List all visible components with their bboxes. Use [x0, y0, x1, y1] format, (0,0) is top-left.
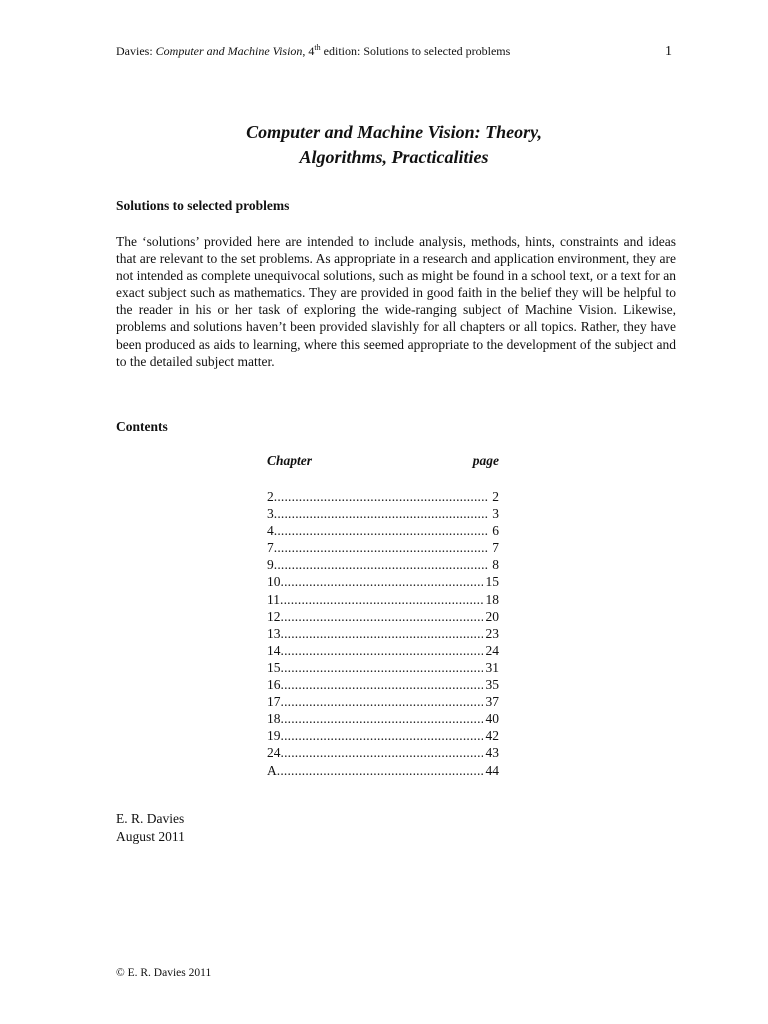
toc-chapter-label: Chapter [267, 453, 313, 468]
page-number: 1 [665, 44, 672, 59]
toc-entry [267, 505, 499, 522]
title-line-2: Algorithms, Practicalities [299, 147, 489, 167]
toc-page-label: page [472, 453, 499, 468]
toc-entry [267, 591, 499, 608]
toc-dot-leader [281, 710, 483, 727]
toc-page-number: 24 [485, 642, 499, 658]
toc-page-number: 43 [485, 745, 499, 761]
running-header [116, 44, 672, 62]
toc-entry [267, 556, 499, 573]
toc-dot-leader [274, 522, 490, 539]
toc-page-number: 37 [485, 694, 499, 710]
toc-dot-leader [281, 744, 483, 761]
toc-dot-leader [281, 625, 483, 642]
toc-dot-leader [281, 693, 483, 710]
toc-entry [267, 727, 499, 744]
toc-entry [267, 488, 499, 505]
toc-dot-leader [274, 488, 490, 505]
header-edition-sup: th [314, 43, 321, 52]
toc-page-number: 18 [485, 591, 499, 607]
toc-page-number: 35 [485, 677, 499, 693]
solutions-heading: Solutions to selected problems [116, 198, 290, 213]
toc-entry [267, 762, 499, 779]
toc-chapter-number: 17 [267, 694, 281, 710]
toc-dot-leader [280, 591, 483, 608]
toc-chapter-number: 4 [267, 523, 274, 539]
header-book-name: Computer and Machine Vision [155, 44, 303, 58]
toc-page-number: 40 [485, 711, 499, 727]
title-line-1: Computer and Machine Vision: Theory, [246, 122, 542, 142]
header-suffix: edition: Solutions to selected problems [320, 44, 511, 58]
toc-chapter-number: 12 [267, 608, 281, 624]
toc-entry [267, 693, 499, 710]
toc-dot-leader [274, 556, 490, 573]
signature-date: August 2011 [116, 829, 185, 844]
toc-chapter-number: 9 [267, 557, 274, 573]
toc-chapter-number: 19 [267, 728, 281, 744]
toc-entry [267, 608, 499, 625]
toc-chapter-number: 7 [267, 540, 274, 556]
toc-page-number: 42 [485, 728, 499, 744]
toc-dot-leader [281, 642, 483, 659]
toc-entry [267, 710, 499, 727]
toc-chapter-number: 3 [267, 506, 274, 522]
toc-dot-leader [274, 539, 490, 556]
toc-chapter-number: 15 [267, 659, 281, 675]
toc-header [267, 453, 499, 473]
toc-chapter-number: 11 [267, 591, 280, 607]
toc-dot-leader [281, 608, 483, 625]
toc-entry [267, 522, 499, 539]
signature [116, 810, 185, 846]
toc-dot-leader [277, 762, 483, 779]
toc-page-number: 8 [492, 557, 499, 573]
intro-paragraph: The ‘solutions’ provided here are intended to include analysis, methods, hints, constraints and ideas that are relevant to the set problems. As appropriate in a research and application environment, they are not intended as complete unequivocal solutions, such as might be found in a school text, or a text for an exact subject such as mathematics. They are provided in good faith in the belief they will be helpful to the reader in his or her task of exploring the wide-ranging subject of Machine Vision. Likewise, problems and solutions haven’t been provided slavishly for all chapters or all topics. Rather, they have been produced as aids to learning, where this seemed appropriate to the development of the subject and to the detailed subject matter. [116, 234, 676, 369]
toc-page-number: 15 [485, 574, 499, 590]
copyright-footer: © E. R. Davies 2011 [116, 967, 212, 979]
toc-chapter-number: 14 [267, 642, 281, 658]
toc-page-number: 3 [492, 506, 499, 522]
toc-dot-leader [281, 727, 483, 744]
running-header-text [116, 44, 510, 59]
toc-page-number: 7 [492, 540, 499, 556]
contents-heading: Contents [116, 419, 168, 434]
toc-entry [267, 625, 499, 642]
toc-chapter-number: 24 [267, 745, 281, 761]
toc-page-number: 6 [492, 523, 499, 539]
header-edition-number: , 4 [302, 44, 315, 58]
toc-entry [267, 676, 499, 693]
toc-page-number: 44 [485, 762, 499, 778]
table-of-contents [267, 488, 499, 779]
author-name: E. R. Davies [116, 811, 185, 826]
toc-chapter-number: 16 [267, 677, 281, 693]
toc-chapter-number: 2 [267, 489, 274, 504]
toc-entry [267, 539, 499, 556]
toc-dot-leader [281, 573, 483, 590]
toc-dot-leader [274, 505, 490, 522]
toc-chapter-number: 13 [267, 625, 281, 641]
toc-dot-leader [281, 676, 483, 693]
toc-entry [267, 744, 499, 761]
document-title [116, 120, 672, 170]
toc-chapter-number: 10 [267, 574, 281, 590]
toc-page-number: 31 [485, 659, 499, 675]
toc-page-number: 2 [492, 489, 499, 504]
toc-chapter-number: 18 [267, 711, 281, 727]
toc-dot-leader [281, 659, 483, 676]
toc-page-number: 23 [485, 625, 499, 641]
toc-chapter-number: A [267, 762, 277, 778]
toc-entry [267, 642, 499, 659]
toc-entry [267, 573, 499, 590]
toc-entry [267, 659, 499, 676]
header-prefix: Davies: [116, 44, 156, 58]
toc-page-number: 20 [485, 608, 499, 624]
